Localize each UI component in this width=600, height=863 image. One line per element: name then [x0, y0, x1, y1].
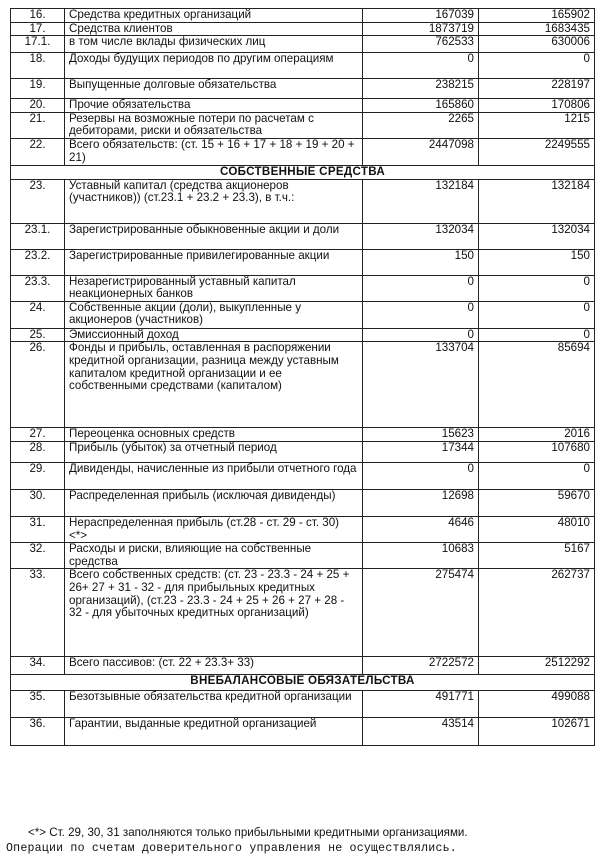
value-current-period: 1873719 [363, 22, 479, 36]
value-current-period: 167039 [363, 9, 479, 23]
row-description: в том числе вклады физических лиц [65, 36, 363, 53]
value-current-period: 133704 [363, 342, 479, 428]
value-previous-period: 85694 [479, 342, 595, 428]
table-row [11, 569, 595, 657]
row-number: 34. [11, 657, 65, 675]
row-description: Расходы и риски, влияющие на собственные средства [65, 543, 363, 569]
value-previous-period: 2016 [479, 428, 595, 442]
row-description: Зарегистрированные привилегированные акции [65, 249, 363, 275]
value-current-period: 15623 [363, 428, 479, 442]
table-row [11, 489, 595, 516]
row-number: 31. [11, 516, 65, 542]
value-previous-period: 102671 [479, 718, 595, 746]
value-previous-period: 1215 [479, 112, 595, 138]
row-number: 23.3. [11, 275, 65, 301]
liabilities-table [10, 8, 595, 746]
value-previous-period: 228197 [479, 79, 595, 99]
value-previous-period: 2249555 [479, 138, 595, 165]
row-description: Безотзывные обязательства кредитной организации [65, 691, 363, 718]
value-current-period: 43514 [363, 718, 479, 746]
table-row [11, 342, 595, 428]
value-current-period: 0 [363, 462, 479, 489]
value-previous-period: 165902 [479, 9, 595, 23]
value-current-period: 150 [363, 249, 479, 275]
row-description: Незарегистрированный уставный капитал неакционерных банков [65, 275, 363, 301]
table-row [11, 249, 595, 275]
section-title: ВНЕБАЛАНСОВЫЕ ОБЯЗАТЕЛЬСТВА [11, 675, 595, 691]
section-title: СОБСТВЕННЫЕ СРЕДСТВА [11, 165, 595, 179]
row-number: 20. [11, 99, 65, 113]
row-number: 23.1. [11, 223, 65, 249]
value-current-period: 491771 [363, 691, 479, 718]
value-previous-period: 0 [479, 301, 595, 328]
row-description: Гарантии, выданные кредитной организацией [65, 718, 363, 746]
value-previous-period: 170806 [479, 99, 595, 113]
footnote-profitable-only: <*> Ст. 29, 30, 31 заполняются только прибыльными кредитными организациями. [28, 826, 468, 839]
table-row [11, 138, 595, 165]
value-previous-period: 59670 [479, 489, 595, 516]
value-previous-period: 107680 [479, 441, 595, 462]
row-description: Зарегистрированные обыкновенные акции и доли [65, 223, 363, 249]
row-number: 32. [11, 543, 65, 569]
row-number: 22. [11, 138, 65, 165]
footnote-trust-operations: Операции по счетам доверительного управления не осуществлялись. [6, 842, 457, 855]
value-current-period: 132184 [363, 179, 479, 223]
row-number: 17.1. [11, 36, 65, 53]
row-description: Распределенная прибыль (исключая дивиденды) [65, 489, 363, 516]
row-description: Средства кредитных организаций [65, 9, 363, 23]
table-row [11, 462, 595, 489]
row-number: 18. [11, 53, 65, 79]
value-current-period: 0 [363, 328, 479, 342]
table-row [11, 428, 595, 442]
row-number: 35. [11, 691, 65, 718]
row-description: Средства клиентов [65, 22, 363, 36]
table-row [11, 99, 595, 113]
value-current-period: 165860 [363, 99, 479, 113]
row-description: Фонды и прибыль, оставленная в распоряжении кредитной организации, разница между уставным капиталом кредитной организации и ее собственными средствами (капиталом) [65, 342, 363, 428]
value-previous-period: 2512292 [479, 657, 595, 675]
table-row [11, 516, 595, 542]
value-previous-period: 150 [479, 249, 595, 275]
value-current-period: 4646 [363, 516, 479, 542]
table-row [11, 328, 595, 342]
balance-sheet [10, 8, 594, 746]
value-current-period: 0 [363, 275, 479, 301]
value-current-period: 0 [363, 301, 479, 328]
value-previous-period: 132184 [479, 179, 595, 223]
row-description: Всего обязательств: (ст. 15 + 16 + 17 + 18 + 19 + 20 + 21) [65, 138, 363, 165]
row-number: 16. [11, 9, 65, 23]
row-description: Доходы будущих периодов по другим операциям [65, 53, 363, 79]
value-current-period: 2265 [363, 112, 479, 138]
table-row [11, 223, 595, 249]
value-current-period: 10683 [363, 543, 479, 569]
value-current-period: 0 [363, 53, 479, 79]
table-row [11, 691, 595, 718]
value-previous-period: 132034 [479, 223, 595, 249]
row-description: Всего пассивов: (ст. 22 + 23.3+ 33) [65, 657, 363, 675]
row-number: 25. [11, 328, 65, 342]
value-previous-period: 5167 [479, 543, 595, 569]
value-current-period: 238215 [363, 79, 479, 99]
value-previous-period: 48010 [479, 516, 595, 542]
value-current-period: 17344 [363, 441, 479, 462]
row-number: 27. [11, 428, 65, 442]
section-header-row [11, 675, 595, 691]
table-row [11, 179, 595, 223]
row-number: 23. [11, 179, 65, 223]
value-previous-period: 1683435 [479, 22, 595, 36]
row-number: 26. [11, 342, 65, 428]
row-description: Дивиденды, начисленные из прибыли отчетного года [65, 462, 363, 489]
value-current-period: 275474 [363, 569, 479, 657]
value-current-period: 762533 [363, 36, 479, 53]
row-description: Эмиссионный доход [65, 328, 363, 342]
table-row [11, 301, 595, 328]
value-previous-period: 0 [479, 328, 595, 342]
value-current-period: 2447098 [363, 138, 479, 165]
value-current-period: 132034 [363, 223, 479, 249]
row-description: Прочие обязательства [65, 99, 363, 113]
row-number: 17. [11, 22, 65, 36]
row-description: Прибыль (убыток) за отчетный период [65, 441, 363, 462]
table-row [11, 22, 595, 36]
row-description: Выпущенные долговые обязательства [65, 79, 363, 99]
row-number: 28. [11, 441, 65, 462]
row-description: Резервы на возможные потери по расчетам с дебиторами, риски и обязательства [65, 112, 363, 138]
row-description: Уставный капитал (средства акционеров (участников)) (ст.23.1 + 23.2 + 23.3), в т.ч.: [65, 179, 363, 223]
row-number: 29. [11, 462, 65, 489]
value-previous-period: 262737 [479, 569, 595, 657]
value-current-period: 12698 [363, 489, 479, 516]
value-previous-period: 0 [479, 462, 595, 489]
table-row [11, 657, 595, 675]
row-number: 24. [11, 301, 65, 328]
value-previous-period: 0 [479, 53, 595, 79]
value-current-period: 2722572 [363, 657, 479, 675]
row-description: Собственные акции (доли), выкупленные у акционеров (участников) [65, 301, 363, 328]
value-previous-period: 630006 [479, 36, 595, 53]
value-previous-period: 0 [479, 275, 595, 301]
table-row [11, 441, 595, 462]
table-row [11, 79, 595, 99]
table-row [11, 112, 595, 138]
value-previous-period: 499088 [479, 691, 595, 718]
row-number: 30. [11, 489, 65, 516]
table-row [11, 543, 595, 569]
row-number: 19. [11, 79, 65, 99]
section-header-row [11, 165, 595, 179]
table-row [11, 9, 595, 23]
row-description: Всего собственных средств: (ст. 23 - 23.3 - 24 + 25 + 26+ 27 + 31 - 32 - для прибыльных кредитных организаций), (ст.23 - 23.3 - 24 + 25 + 26 + 27 + 28 - 32 - для убыточных кредитных организаций) [65, 569, 363, 657]
row-description: Нераспределенная прибыль (ст.28 - ст. 29 - ст. 30) <*> [65, 516, 363, 542]
table-row [11, 275, 595, 301]
row-number: 36. [11, 718, 65, 746]
row-description: Переоценка основных средств [65, 428, 363, 442]
table-row [11, 718, 595, 746]
row-number: 23.2. [11, 249, 65, 275]
table-row [11, 53, 595, 79]
row-number: 21. [11, 112, 65, 138]
row-number: 33. [11, 569, 65, 657]
table-row [11, 36, 595, 53]
